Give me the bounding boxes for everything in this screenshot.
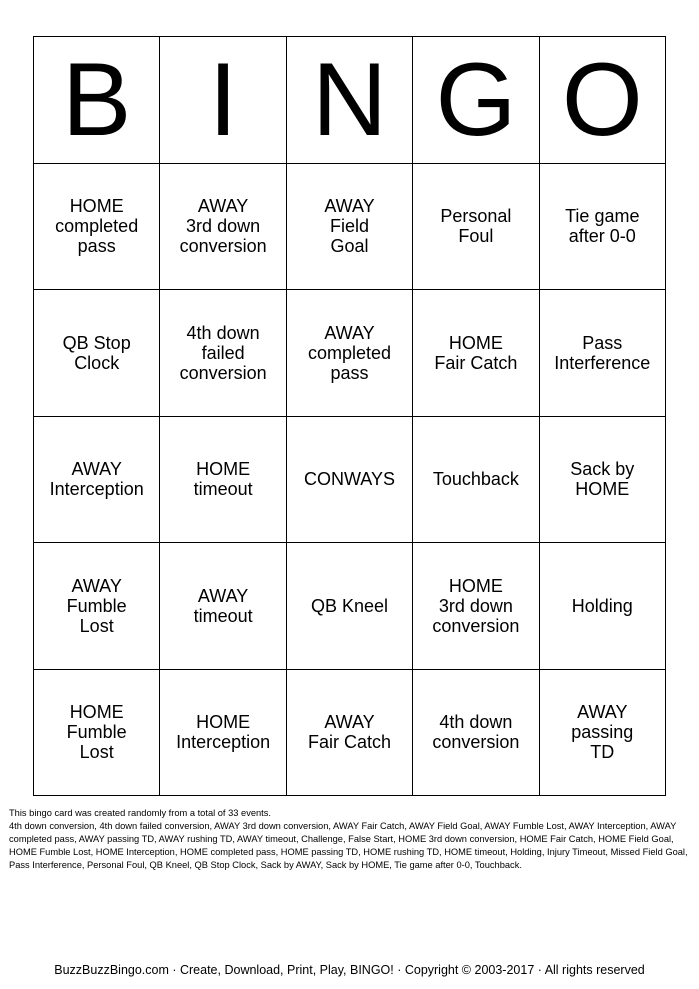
bingo-square: AWAY completed pass <box>287 290 413 417</box>
bingo-square: HOME Interception <box>160 670 286 797</box>
bingo-square: Holding <box>540 543 666 670</box>
bingo-square: Pass Interference <box>540 290 666 417</box>
bingo-square: QB Stop Clock <box>34 290 160 417</box>
header-letter-i: I <box>160 37 286 164</box>
bingo-square: HOME completed pass <box>34 164 160 291</box>
header-letter-o: O <box>540 37 666 164</box>
bingo-square: Tie game after 0-0 <box>540 164 666 291</box>
bingo-square: AWAY Fair Catch <box>287 670 413 797</box>
bingo-square: HOME timeout <box>160 417 286 544</box>
bingo-square: AWAY 3rd down conversion <box>160 164 286 291</box>
bingo-card <box>33 36 666 796</box>
bingo-square: AWAY Field Goal <box>287 164 413 291</box>
bingo-square: AWAY Interception <box>34 417 160 544</box>
header-letter-b: B <box>34 37 160 164</box>
bingo-square: HOME 3rd down conversion <box>413 543 539 670</box>
header-letter-n: N <box>287 37 413 164</box>
bingo-square: AWAY timeout <box>160 543 286 670</box>
bingo-square: Personal Foul <box>413 164 539 291</box>
header-letter-g: G <box>413 37 539 164</box>
footer: BuzzBuzzBingo.com · Create, Download, Print, Play, BINGO! · Copyright © 2003-2017 · All rights reserved <box>54 963 645 977</box>
bingo-square: AWAY Fumble Lost <box>34 543 160 670</box>
card-info-summary: This bingo card was created randomly from a total of 33 events. <box>9 808 271 818</box>
bingo-square: QB Kneel <box>287 543 413 670</box>
bingo-square-center: CONWAYS <box>287 417 413 544</box>
bingo-square: AWAY passing TD <box>540 670 666 797</box>
card-info-events: 4th down conversion, 4th down failed conversion, AWAY 3rd down conversion, AWAY Fair Catch, AWAY Field Goal, AWAY Fumble Lost, AWAY Interception, AWAY completed pass, AWAY passing TD, AWAY rushing TD, AWAY timeout, Challenge, False Start, HOME 3rd down conversion, HOME Fair Catch, HOME Field Goal, HOME Fumble Lost, HOME Interception, HOME completed pass, HOME passing TD, HOME rushing TD, HOME timeout, Holding, Injury Timeout, Missed Field Goal, Pass Interference, Personal Foul, QB Kneel, QB Stop Clock, Sack by AWAY, Sack by HOME, Tie game after 0-0, Touchback. <box>9 821 688 870</box>
card-info <box>9 807 693 872</box>
bingo-square: HOME Fair Catch <box>413 290 539 417</box>
bingo-square: Touchback <box>413 417 539 544</box>
bingo-square: Sack by HOME <box>540 417 666 544</box>
bingo-square: HOME Fumble Lost <box>34 670 160 797</box>
bingo-square: 4th down failed conversion <box>160 290 286 417</box>
bingo-square: 4th down conversion <box>413 670 539 797</box>
